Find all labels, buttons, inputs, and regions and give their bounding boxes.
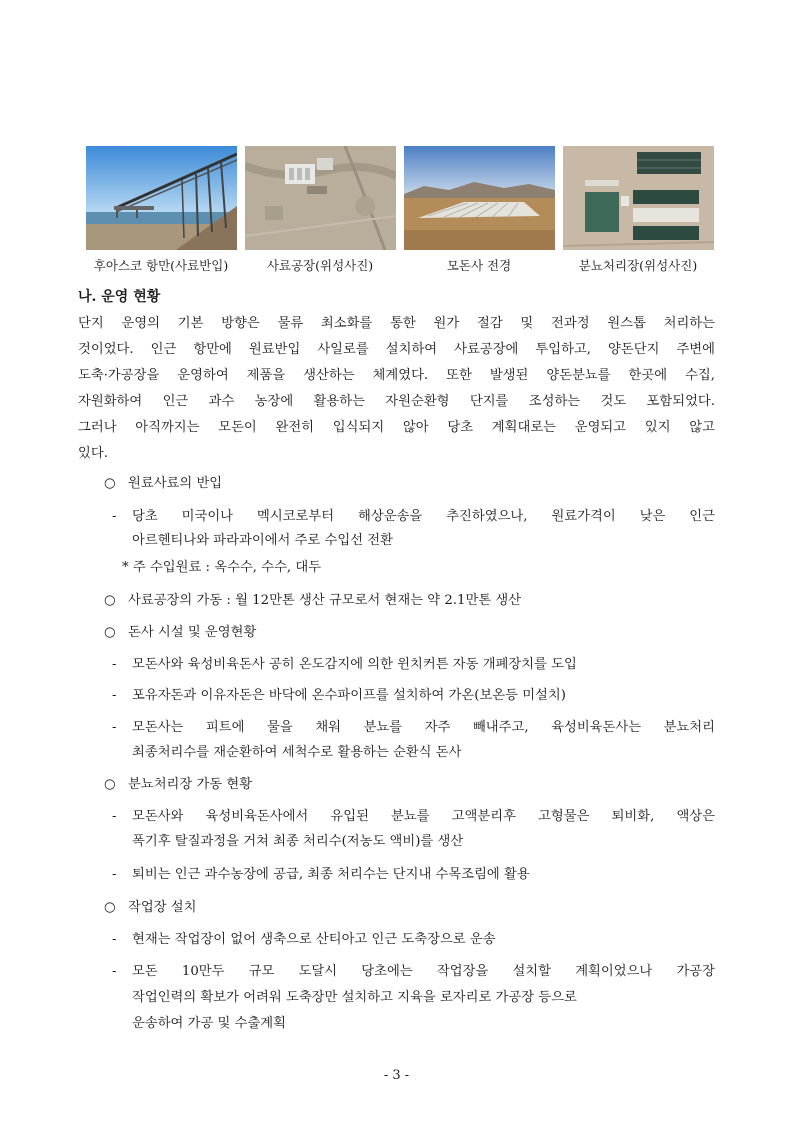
dash-text: 포유자돈과 이유자돈은 바닥에 온수파이프를 설치하여 가온(보온등 미설치) bbox=[132, 688, 566, 703]
bullet-title: 돈사 시설 및 운영현황 bbox=[128, 625, 257, 640]
bullet-mark: ○ bbox=[104, 593, 116, 608]
dash-mark: - bbox=[112, 720, 117, 735]
photo-caption: 모돈사 전경 bbox=[446, 258, 512, 273]
dash-text: 모돈사는 피트에 물을 채워 분뇨를 자주 빼내주고, 육성비육돈사는 분뇨처리 bbox=[132, 720, 715, 735]
dash-mark: - bbox=[112, 964, 117, 979]
bullet-pig-house bbox=[104, 625, 256, 641]
paragraph-line: 그러나 아직까지는 모돈이 완전히 입식되지 않아 당초 계획대로는 운영되고 있지 않고 bbox=[78, 420, 715, 435]
photo-row bbox=[86, 146, 714, 276]
port-photo bbox=[86, 146, 237, 250]
dash-mark: - bbox=[112, 657, 117, 672]
bullet-title: 원료사료의 반입 bbox=[128, 476, 223, 491]
paragraph-line: 자원화하여 인근 과수 농장에 활용하는 자원순환형 단지를 조성하는 것도 포함되었다. bbox=[78, 394, 715, 409]
dash-mark: - bbox=[112, 809, 117, 824]
dash-text: 모돈사와 육성비육돈사 공히 온도감지에 의한 윈치커튼 자동 개폐장치를 도입 bbox=[132, 657, 577, 672]
dash-text: 현재는 작업장이 없어 생축으로 산티아고 인근 도축장으로 운송 bbox=[132, 932, 496, 947]
dash-mark: - bbox=[112, 688, 117, 703]
bullet-mark: ○ bbox=[104, 476, 116, 491]
sow-farm-photo bbox=[404, 146, 555, 250]
bullet-mark: ○ bbox=[104, 625, 116, 640]
dash-mark: - bbox=[112, 509, 117, 524]
photo-caption: 분뇨처리장(위성사진) bbox=[578, 258, 698, 273]
bullet-mark: ○ bbox=[104, 777, 116, 792]
bullet-title: 분뇨처리장 가동 현황 bbox=[128, 777, 253, 792]
bullet-title: 작업장 설치 bbox=[128, 900, 197, 915]
dash-text: 퇴비는 인근 과수농장에 공급, 최종 처리수는 단지내 수목조림에 활용 bbox=[132, 867, 530, 882]
bullet-workshop bbox=[104, 900, 196, 916]
section-heading: 나. 운영 현황 bbox=[78, 289, 161, 305]
bullet-feed-factory bbox=[104, 593, 521, 609]
paragraph-line: 도축·가공장을 운영하여 제품을 생산하는 체계였다. 또한 발생된 양돈분뇨를 한곳에 수집, bbox=[78, 368, 715, 383]
bullet-manure bbox=[104, 777, 252, 793]
paragraph-line: 단지 운영의 기본 방향은 물류 최소화를 통한 원가 절감 및 전과정 원스톱 처리하는 bbox=[78, 316, 715, 331]
feed-factory-photo bbox=[245, 146, 396, 250]
dash-mark: - bbox=[112, 932, 117, 947]
paragraph-line: 것이었다. 인근 항만에 원료반입 사일로를 설치하여 사료공장에 투입하고, 양돈단지 주변에 bbox=[78, 342, 715, 357]
dash-continuation: 최종처리수를 재순환하여 세척수로 활용하는 순환식 돈사 bbox=[132, 745, 462, 760]
page-number: - 3 - bbox=[383, 1068, 410, 1083]
dash-continuation: 폭기후 탈질과정을 거쳐 최종 처리수(저농도 액비)를 생산 bbox=[132, 834, 464, 849]
photo-caption: 후아스코 항만(사료반입) bbox=[93, 258, 229, 273]
bullet-title: 사료공장의 가동 : 월 12만톤 생산 규모로서 현재는 약 2.1만톤 생산 bbox=[128, 593, 522, 608]
note-line: * 주 수입원료 : 옥수수, 수수, 대두 bbox=[122, 560, 322, 575]
manure-plant-photo bbox=[563, 146, 714, 250]
dash-continuation: 아르헨티나와 파라과이에서 주로 수입선 전환 bbox=[132, 533, 393, 548]
paragraph-line: 있다. bbox=[78, 446, 108, 461]
dash-continuation: 작업인력의 확보가 어려워 도축장만 설치하고 지육을 로자리로 가공장 등으로 bbox=[132, 990, 577, 1005]
dash-continuation: 운송하여 가공 및 수출계획 bbox=[132, 1016, 286, 1031]
dash-text: 모돈 10만두 규모 도달시 당초에는 작업장을 설치할 계획이었으나 가공장 bbox=[132, 964, 715, 979]
bullet-mark: ○ bbox=[104, 900, 116, 915]
bullet-feed-import bbox=[104, 476, 222, 492]
photo-caption: 사료공장(위성사진) bbox=[266, 258, 374, 273]
dash-text: 모돈사와 육성비육돈사에서 유입된 분뇨를 고액분리후 고형물은 퇴비화, 액상은 bbox=[132, 809, 715, 824]
dash-mark: - bbox=[112, 867, 117, 882]
dash-text: 당초 미국이나 멕시코로부터 해상운송을 추진하였으나, 원료가격이 낮은 인근 bbox=[132, 509, 715, 524]
